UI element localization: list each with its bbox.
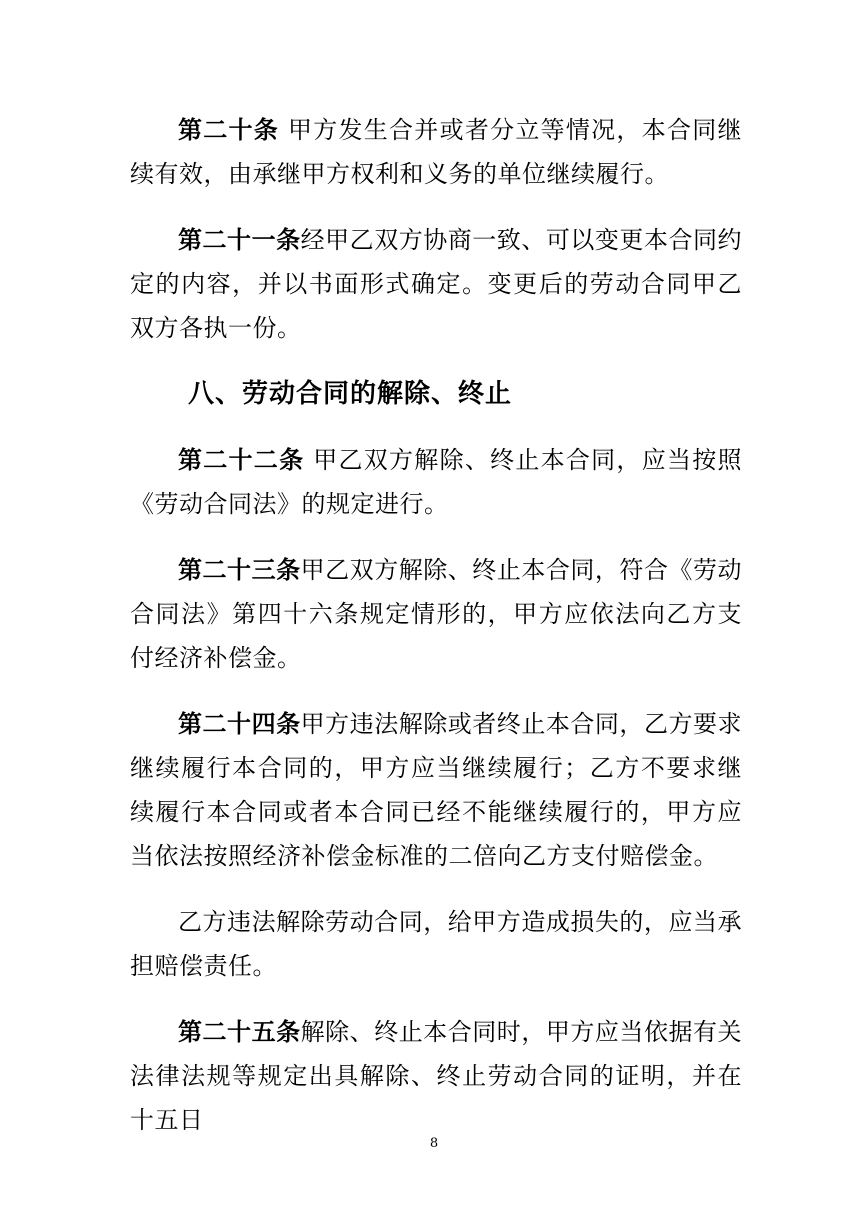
article-25-number: 第二十五条 <box>178 1017 301 1046</box>
document-body <box>130 108 742 1164</box>
article-21 <box>130 218 742 350</box>
article-24-supplement <box>130 900 742 988</box>
article-22-number: 第二十二条 <box>178 445 305 474</box>
article-24 <box>130 702 742 878</box>
article-21-number: 第二十一条 <box>178 225 301 254</box>
article-22-text: 甲乙双方解除、终止本合同，应当按照《劳动合同法》的规定进行。 <box>130 446 742 518</box>
article-23 <box>130 548 742 680</box>
article-23-number: 第二十三条 <box>178 555 301 584</box>
section-heading-termination: 八、劳动合同的解除、终止 <box>188 379 513 409</box>
article-20-text: 甲方发生合并或者分立等情况，本合同继续有效，由承继甲方权利和义务的单位继续履行。 <box>130 116 742 188</box>
article-24-number: 第二十四条 <box>178 709 301 738</box>
page-number: 8 <box>429 1136 439 1151</box>
article-20-number: 第二十条 <box>178 115 280 144</box>
article-23-text: 甲乙双方解除、终止本合同，符合《劳动合同法》第四十六条规定情形的，甲方应依法向乙方支付经济补偿金。 <box>130 556 743 672</box>
article-21-text: 经甲乙双方协商一致、可以变更本合同约定的内容，并以书面形式确定。变更后的劳动合同甲乙双方各执一份。 <box>130 226 743 342</box>
article-24-supplement-text: 乙方违法解除劳动合同，给甲方造成损失的，应当承担赔偿责任。 <box>130 908 742 980</box>
article-25 <box>130 1010 742 1142</box>
article-20 <box>130 108 742 196</box>
article-22 <box>130 438 742 526</box>
article-25-text: 解除、终止本合同时，甲方应当依据有关法律法规等规定出具解除、终止劳动合同的证明，并在十五日 <box>130 1018 743 1134</box>
article-24-text: 甲方违法解除或者终止本合同，乙方要求继续履行本合同的，甲方应当继续履行；乙方不要求继续履行本合同或者本合同已经不能继续履行的，甲方应当依法按照经济补偿金标准的二倍向乙方支付赔偿金。 <box>130 710 743 870</box>
